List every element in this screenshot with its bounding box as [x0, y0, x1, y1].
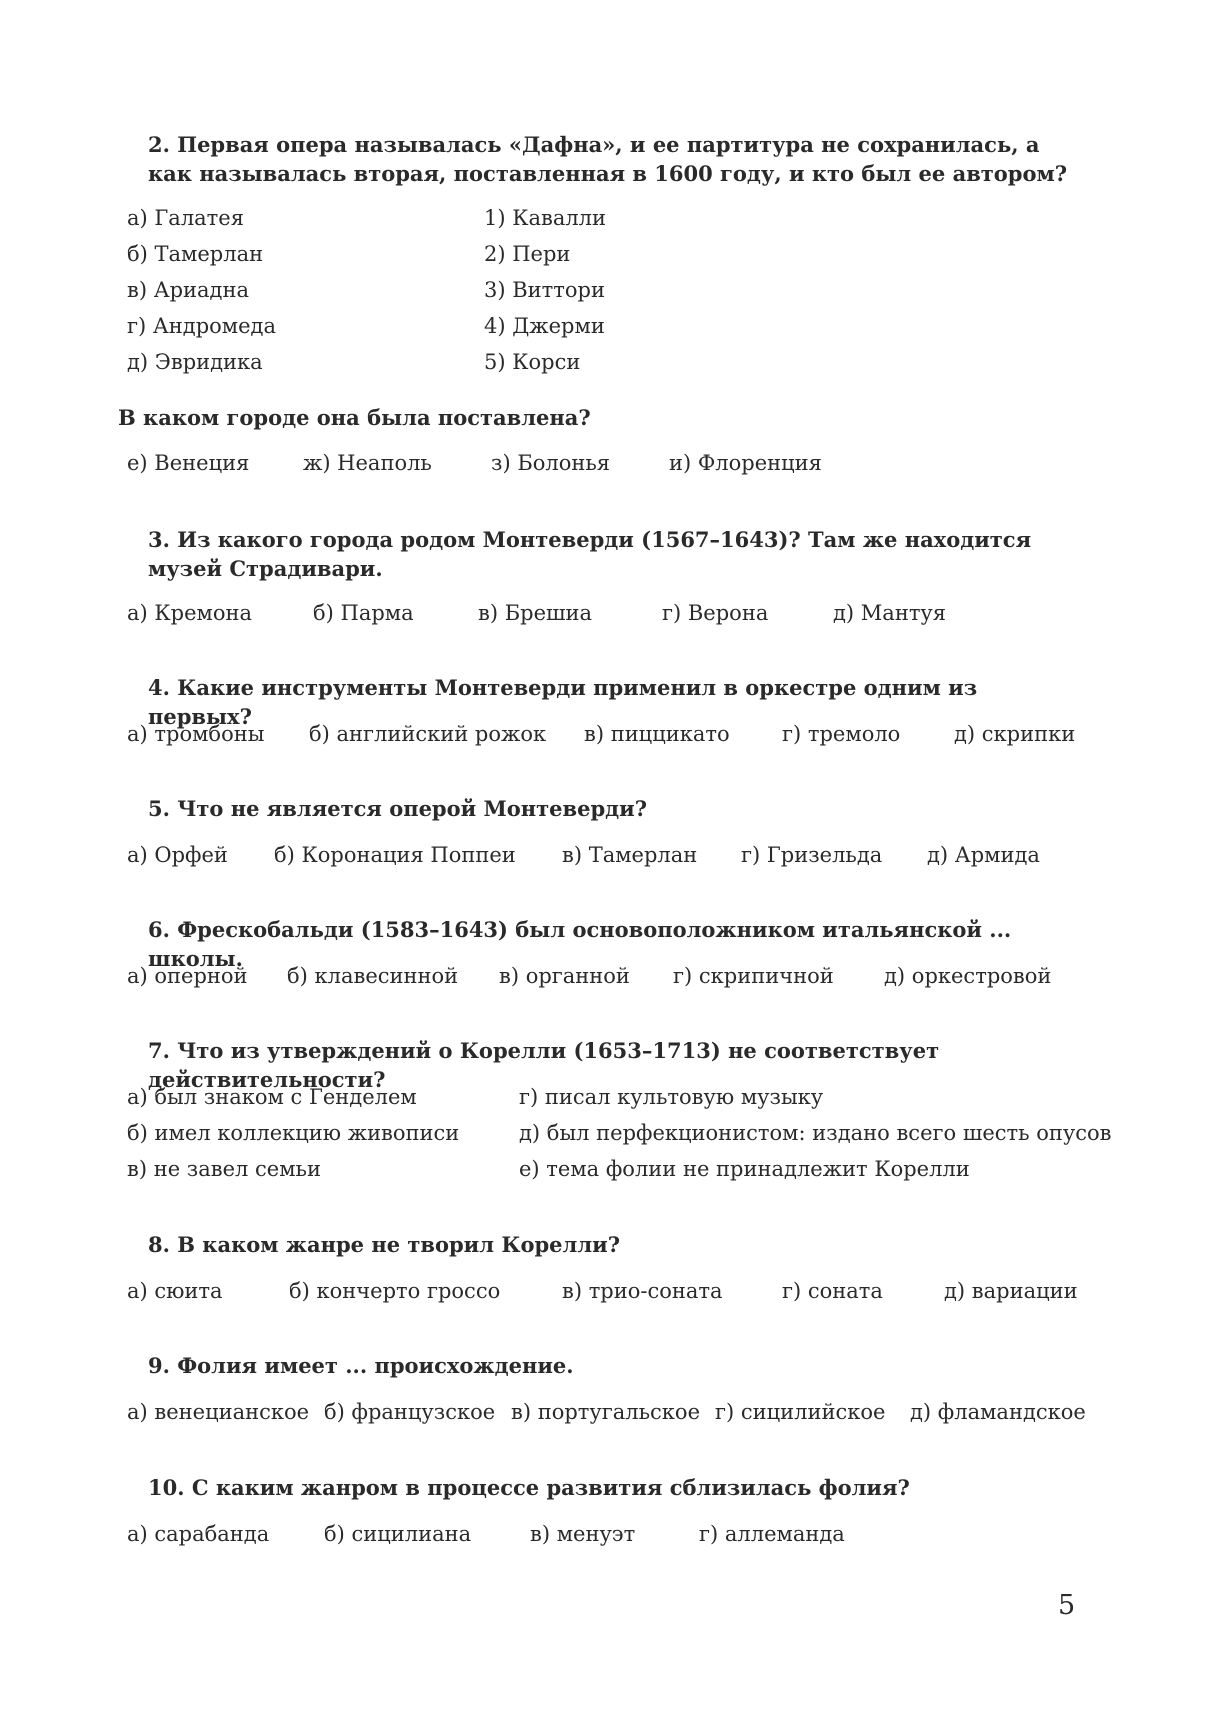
option: а) был знаком с Генделем — [127, 1085, 417, 1109]
option: г) тремоло — [782, 722, 901, 746]
option: в) органной — [499, 964, 630, 988]
q6-options — [127, 961, 1131, 991]
option: а) оперной — [127, 964, 248, 988]
question-9: 9. Фолия имеет ... происхождение. — [148, 1353, 574, 1378]
q5-options — [127, 840, 1131, 870]
option: г) скрипичной — [673, 964, 834, 988]
option: а) венецианское — [127, 1400, 310, 1424]
option: г) аллеманда — [699, 1522, 845, 1546]
q7-row-2 — [127, 1118, 1131, 1148]
option: в) португальское — [511, 1400, 700, 1424]
question-10: 10. С каким жанром в процессе развития сблизилась фолия? — [148, 1475, 910, 1500]
option: д) скрипки — [954, 722, 1076, 746]
option: е) тема фолии не принадлежит Корелли — [519, 1157, 970, 1181]
question-5: 5. Что не является оперой Монтеверди? — [148, 796, 648, 821]
q8-options — [127, 1276, 1131, 1306]
option: в) Ариадна — [127, 278, 250, 302]
q2-cities-row — [127, 448, 1131, 478]
option: в) Брешиа — [478, 601, 593, 625]
q4-options — [127, 719, 1131, 749]
option: д) Армида — [927, 843, 1040, 867]
option: б) сицилиана — [324, 1522, 472, 1546]
option: з) Болонья — [491, 451, 611, 475]
question-2-sub: В каком городе она была поставлена? — [118, 405, 591, 430]
option: а) Кремона — [127, 601, 253, 625]
q2-row-1 — [127, 203, 1131, 233]
question-3: 3. Из какого города родом Монтеверди (1567–1643)? Там же находится музей Страдивари. — [148, 527, 1032, 581]
option: в) менуэт — [530, 1522, 636, 1546]
option: г) Андромеда — [127, 314, 276, 338]
option: г) писал культовую музыку — [519, 1085, 824, 1109]
option: 2) Пери — [484, 242, 571, 266]
question-2: 2. Первая опера называлась «Дафна», и ее партитура не сохранилась, а как называлась вторая, поставленная в 1600 году, и кто был ее автором? — [148, 132, 1068, 186]
option: б) кончерто гроссо — [289, 1279, 501, 1303]
option: 4) Джерми — [484, 314, 605, 338]
option: д) Эвридика — [127, 350, 263, 374]
option: в) не завел семьи — [127, 1157, 321, 1181]
q2-row-2 — [127, 239, 1131, 269]
q2-row-5 — [127, 347, 1131, 377]
option: а) Орфей — [127, 843, 228, 867]
q7-row-3 — [127, 1154, 1131, 1184]
option: и) Флоренция — [669, 451, 822, 475]
option: д) фламандское — [910, 1400, 1086, 1424]
option: в) трио-соната — [562, 1279, 723, 1303]
question-7: 7. Что из утверждений о Корелли (1653–1713) не соответствует действительности? — [148, 1038, 940, 1092]
option: а) сарабанда — [127, 1522, 270, 1546]
option: д) оркестровой — [884, 964, 1052, 988]
option: б) английский рожок — [309, 722, 547, 746]
option: а) тромбоны — [127, 722, 265, 746]
option: б) клавесинной — [287, 964, 459, 988]
q3-options — [127, 598, 1131, 628]
option: г) Гризельда — [741, 843, 883, 867]
option: б) французское — [324, 1400, 496, 1424]
option: б) Коронация Поппеи — [274, 843, 516, 867]
option: б) Парма — [313, 601, 414, 625]
option: 3) Виттори — [484, 278, 605, 302]
option: д) Мантуя — [833, 601, 947, 625]
option: а) Галатея — [127, 206, 244, 230]
question-6: 6. Фрескобальди (1583–1643) был основоположником итальянской ... школы. — [148, 917, 1012, 971]
q10-options — [127, 1519, 1131, 1549]
question-8: 8. В каком жанре не творил Корелли? — [148, 1232, 621, 1257]
q2-row-4 — [127, 311, 1131, 341]
option: а) сюита — [127, 1279, 223, 1303]
option: б) имел коллекцию живописи — [127, 1121, 460, 1145]
option: в) Тамерлан — [562, 843, 698, 867]
option: е) Венеция — [127, 451, 250, 475]
q7-row-1 — [127, 1082, 1131, 1112]
option: д) вариации — [944, 1279, 1078, 1303]
q2-row-3 — [127, 275, 1131, 305]
option: в) пиццикато — [584, 722, 730, 746]
option: г) соната — [782, 1279, 883, 1303]
q9-options — [127, 1397, 1131, 1427]
option: д) был перфекционистом: издано всего шесть опусов — [519, 1121, 1112, 1145]
option: 5) Корси — [484, 350, 581, 374]
option: ж) Неаполь — [303, 451, 432, 475]
page-number: 5 — [1058, 1590, 1076, 1621]
question-4: 4. Какие инструменты Монтеверди применил в оркестре одним из первых? — [148, 675, 978, 729]
option: б) Тамерлан — [127, 242, 264, 266]
option: г) Верона — [662, 601, 769, 625]
option: 1) Кавалли — [484, 206, 607, 230]
option: г) сицилийское — [715, 1400, 886, 1424]
